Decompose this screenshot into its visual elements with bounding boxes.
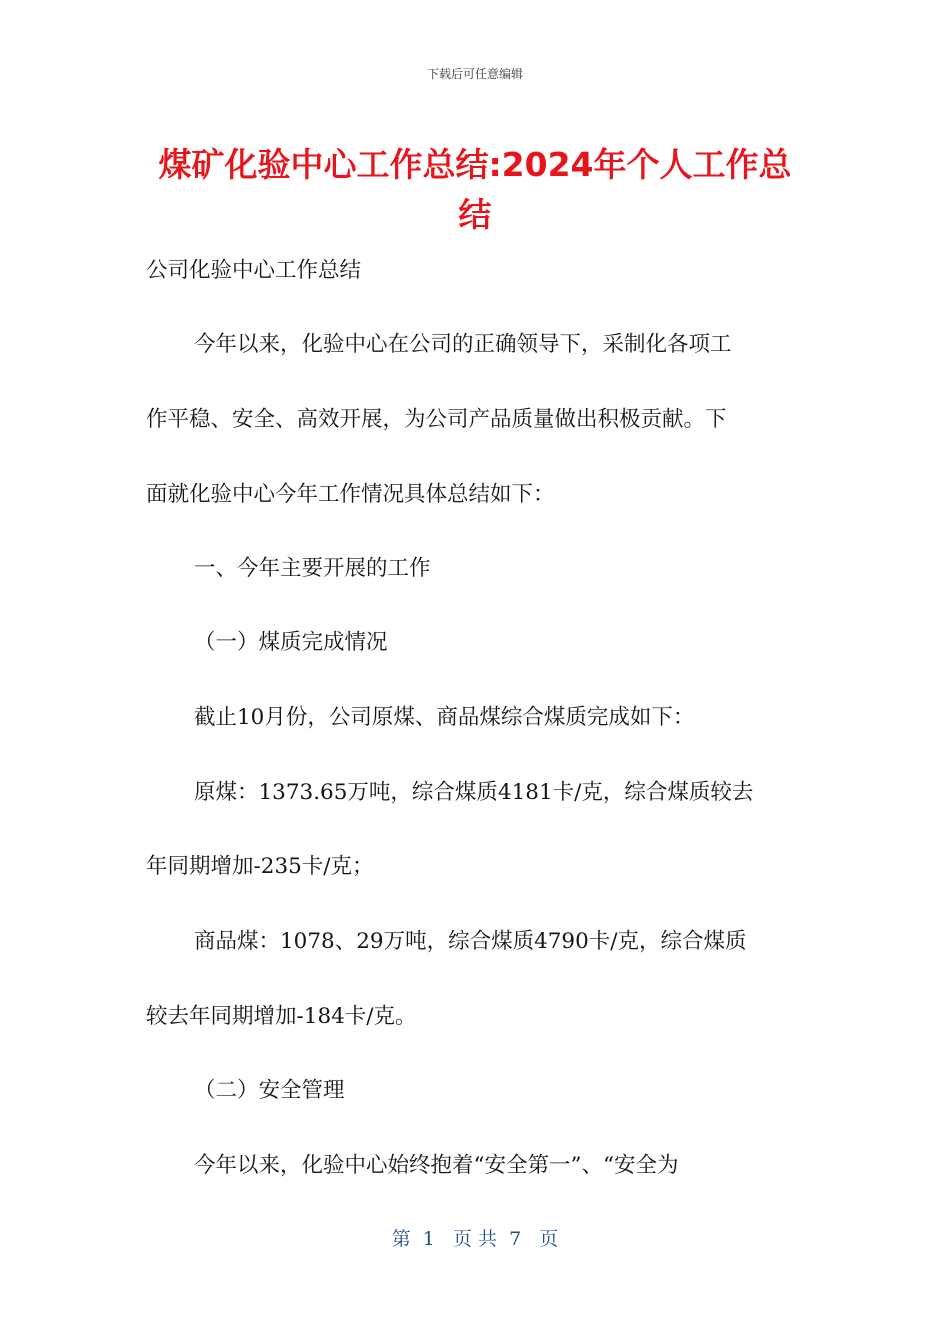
header-note: 下载后可任意编辑 xyxy=(426,67,523,81)
paragraph-line: 商品煤：1078、29万吨，综合煤质4790卡/克，综合煤质 xyxy=(194,929,747,954)
paragraph-line: 较去年同期增加-184卡/克。 xyxy=(146,1004,417,1029)
section-heading: 一、今年主要开展的工作 xyxy=(194,556,431,581)
section-heading: 公司化验中心工作总结 xyxy=(146,258,362,283)
paragraph-line: 面就化验中心今年工作情况具体总结如下： xyxy=(146,482,555,507)
page-number-footer: 第 1 页 共 7 页 xyxy=(391,1228,559,1250)
paragraph-line: 原煤：1373.65万吨，综合煤质4181卡/克，综合煤质较去 xyxy=(194,780,754,805)
paragraph-line: 今年以来，化验中心在公司的正确领导下，采制化各项工 xyxy=(194,332,732,357)
paragraph-line: 截止10月份，公司原煤、商品煤综合煤质完成如下： xyxy=(194,705,695,730)
paragraph-line: 作平稳、安全、高效开展，为公司产品质量做出积极贡献。下 xyxy=(146,407,727,432)
paragraph-line: 今年以来，化验中心始终抱着“安全第一”、“安全为 xyxy=(194,1153,679,1178)
document-title: 煤矿化验中心工作总结:2024年个人工作总结 xyxy=(158,145,792,234)
subsection-heading: （一）煤质完成情况 xyxy=(194,630,388,655)
paragraph-line: 年同期增加-235卡/克； xyxy=(146,854,374,879)
subsection-heading: （二）安全管理 xyxy=(194,1078,345,1103)
